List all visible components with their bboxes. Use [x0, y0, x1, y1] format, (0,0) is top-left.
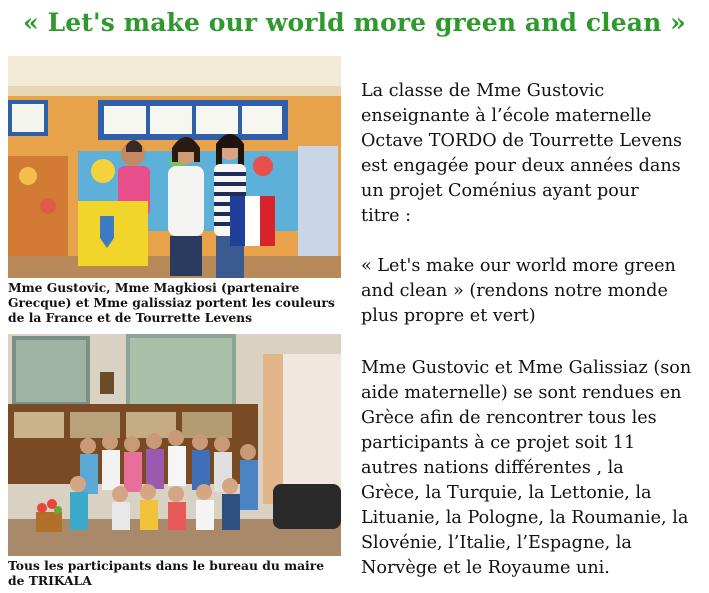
- text-line: est engagée pour deux années dans: [361, 156, 681, 176]
- text-line: Grèce afin de rencontrer tous les: [361, 408, 657, 428]
- classroom-photo-caption: [8, 280, 335, 325]
- text-line: autres nations différentes , la: [361, 458, 624, 478]
- caption-line: Grecque) et Mme galissiaz portent les couleurs: [8, 295, 335, 310]
- caption-line: de la France et de Tourrette Levens: [8, 310, 253, 325]
- text-line: Mme Gustovic et Mme Galissiaz (son: [361, 358, 692, 378]
- caption-line: Tous les participants dans le bureau du maire: [8, 558, 325, 573]
- caption-line: Mme Gustovic, Mme Magkiosi (partenaire: [8, 280, 300, 295]
- text-line: participants à ce projet soit 11: [361, 433, 636, 453]
- classroom-photo: [8, 56, 341, 278]
- text-line: enseignante à l’école maternelle: [361, 106, 652, 126]
- text-line: Octave TORDO de Tourrette Levens: [361, 131, 683, 151]
- page-title: « Let's make our world more green and clean »: [23, 8, 686, 37]
- group-photo-caption: [8, 558, 324, 588]
- project-title-paragraph: [361, 254, 676, 329]
- text-line: and clean » (rendons notre monde: [361, 281, 668, 301]
- text-line: Grèce, la Turquie, la Lettonie, la: [361, 483, 652, 503]
- text-line: Lituanie, la Pologne, la Roumanie, la: [361, 508, 689, 528]
- text-line: plus propre et vert): [361, 306, 536, 326]
- classroom-photo-drawing: [8, 56, 341, 278]
- intro-paragraph: [361, 79, 682, 229]
- text-line: Norvège et le Royaume uni.: [361, 558, 610, 578]
- group-photo-drawing: [8, 334, 341, 556]
- text-line: La classe de Mme Gustovic: [361, 81, 605, 101]
- text-line: titre :: [361, 206, 412, 226]
- text-line: un projet Coménius ayant pour: [361, 181, 639, 201]
- group-photo: [8, 334, 341, 556]
- text-line: « Let's make our world more green: [361, 256, 676, 276]
- caption-line: de TRIKALA: [8, 573, 92, 588]
- text-line: Slovénie, l’Italie, l’Espagne, la: [361, 533, 632, 553]
- trip-paragraph: [361, 356, 691, 581]
- text-line: aide maternelle) se sont rendues en: [361, 383, 682, 403]
